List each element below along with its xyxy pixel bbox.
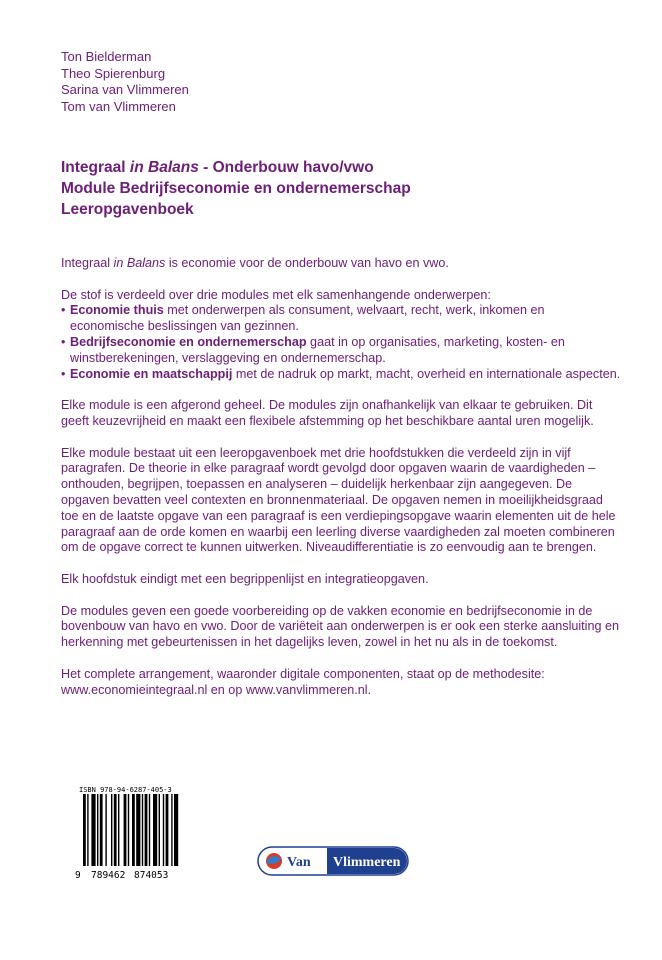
author-name: Sarina van Vlimmeren — [61, 82, 189, 97]
isbn-right-digits: 874053 — [134, 870, 169, 880]
book-type-title: Leeropgavenboek — [61, 201, 194, 218]
blurb-text — [61, 256, 621, 714]
series-title: Integraal in Balans - Onderbouw havo/vwo — [61, 159, 374, 176]
author-name: Theo Spierenburg — [61, 65, 166, 81]
list-item: • Economie en maatschappij met de nadruk op markt, macht, overheid en internationale aspecten. — [61, 367, 621, 383]
barcode-bar — [87, 794, 88, 866]
barcode — [75, 786, 180, 880]
barcode-bar — [105, 794, 106, 866]
barcode-bar — [91, 794, 95, 866]
barcode-bar — [142, 794, 143, 866]
barcode-bar — [136, 794, 140, 866]
logo-text-vlimmeren: Vlimmeren — [333, 855, 401, 870]
barcode-bar — [145, 794, 148, 866]
isbn-first-digit: 9 — [75, 870, 81, 880]
chapter-paragraph: Elk hoofdstuk eindigt met een begrippenlijst en integratieopgaven. — [61, 571, 429, 586]
barcode-bar — [149, 794, 150, 866]
author-list — [61, 49, 189, 115]
intro-paragraph: Integraal in Balans is economie voor de onderbouw van havo en vwo. — [61, 256, 449, 270]
barcode-bar — [128, 794, 129, 866]
module-list — [61, 303, 621, 382]
module-title: Module Bedrijfseconomie en ondernemerschap — [61, 180, 411, 197]
barcode-bar — [100, 794, 103, 866]
barcode-bar — [111, 794, 112, 866]
barcode-bar — [159, 794, 160, 866]
author-name: Ton Bielderman — [61, 49, 152, 64]
barcode-bar — [171, 794, 172, 866]
isbn-left-digits: 789462 — [91, 870, 126, 880]
barcode-bar — [132, 794, 135, 866]
barcode-bar — [97, 794, 98, 866]
structure-paragraph: Elke module bestaat uit een leeropgavenboek met drie hoofdstukken die verdeeld zijn in vijf paragrafen. De theorie in elke paragraaf wordt gevolgd door opgaven waarin de vaardigheden – onthouden, begrijpen, toepassen en analyseren – duidelijk herkenbaar zijn aangegeven. De opgaven bevatten veel contexten en bronnenmateriaal. De opgaven nemen in moeilijkheidsgraad toe en de laatste opgave van een paragraaf is een verdiepingsopgave waarin elementen uit de hele paragraaf aan de orde komen en waarbij een leerling diverse vaardigheden zal moeten combineren om de opgave correct te kunnen uitwerken. Niveaudifferentiatie is zo eenvoudig aan te brengen. — [61, 445, 616, 555]
preparation-paragraph: De modules geven een goede voorbereiding op de vakken economie en bedrijfseconomie in de bovenbouw van havo en vwo. Door de variëteit aan onderwerpen is er ook een sterke aansluiting en herkenning met gebeurtenissen in het dagelijks leven, zowel in het nu als in de toekomst. — [61, 603, 619, 650]
logo-text-van: Van — [287, 855, 311, 870]
website-paragraph: Het complete arrangement, waaronder digitale componenten, staat op de methodesite: www.economieintegraal.nl en op www.vanvlimmeren.nl. — [61, 666, 545, 697]
modules-intro: De stof is verdeeld over drie modules met elk samenhangende onderwerpen: — [61, 287, 491, 302]
author-name: Tom van Vlimmeren — [61, 98, 176, 114]
list-item: • Economie thuis met onderwerpen als consument, welvaart, recht, werk, inkomen en economische beslissingen van gezinnen. — [61, 303, 621, 335]
modules-block — [61, 288, 621, 383]
barcode-bar — [166, 794, 169, 866]
barcode-bar — [83, 794, 86, 866]
isbn-label: ISBN 978-94-6287-405-3 — [79, 786, 172, 794]
barcode-bar — [153, 794, 157, 866]
barcode-bar — [124, 794, 127, 866]
publisher-logo — [257, 846, 409, 876]
book-title-block — [61, 157, 411, 220]
barcode-bar — [114, 794, 117, 866]
list-item: • Bedrijfseconomie en ondernemerschap gaat in op organisaties, marketing, kosten- en winstberekeningen, verslaggeving en ondernemerschap. — [61, 335, 621, 367]
independence-paragraph: Elke module is een afgerond geheel. De modules zijn onafhankelijk van elkaar te gebruiken. Dit geeft keuzevrijheid en maakt een flexibele afstemming op het beschikbare aantal uren mogelijk. — [61, 398, 594, 428]
barcode-bar — [118, 794, 119, 866]
barcode-bar — [163, 794, 164, 866]
barcode-bar — [174, 794, 178, 866]
